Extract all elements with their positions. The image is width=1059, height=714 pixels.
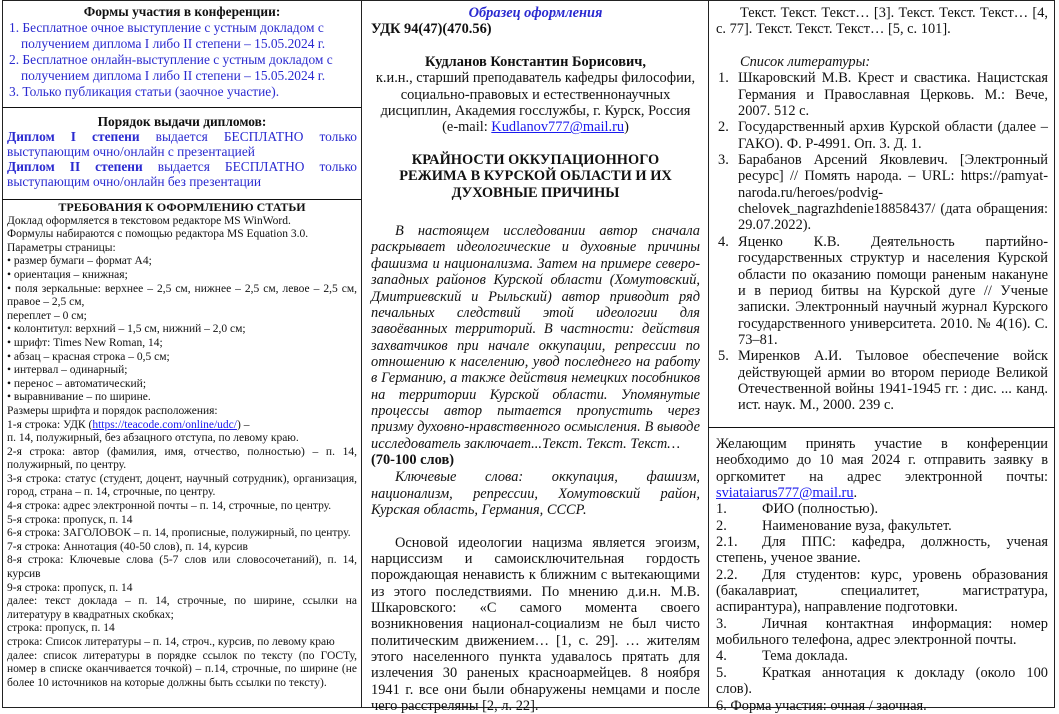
references-list bbox=[716, 70, 1048, 413]
reference-text: Миренков А.И. Тыловое обеспечение войск действующей армии во втором периоде Великой Отечественной войны 1941-1945 гг. : дис. ... канд. ист. наук. М., 2000. 239 с. bbox=[738, 348, 1048, 414]
reference-item bbox=[716, 152, 1048, 234]
left-column bbox=[2, 0, 361, 708]
diploma-text: выдается БЕСПЛАТНО только выступающим очно/онлайн без презентации bbox=[7, 159, 357, 189]
application-email-link[interactable]: sviataiarus777@mail.ru bbox=[716, 485, 854, 502]
reference-item bbox=[716, 234, 1048, 348]
item-text: Личная контактная информация: номер мобильного телефона, адрес электронной почты. bbox=[716, 615, 1048, 649]
requirement-line: 5-я строка: пропуск, п. 14 bbox=[7, 513, 133, 526]
requirement-line: • размер бумаги – формат А4; bbox=[7, 255, 152, 268]
form-item: 3. Только публикация статьи (заочное участие). bbox=[9, 84, 280, 99]
reference-number: 1. bbox=[718, 70, 729, 87]
requirement-line: Доклад оформляется в текстовом редакторе MS WinWord. bbox=[7, 214, 291, 227]
apply-text: Желающим принять участие в конференции необходимо до 10 мая 2024 г. отправить заявку в оргкомитет на адрес электронной почты: bbox=[716, 436, 1048, 485]
requirement-line: 4-я строка: адрес электронной почты – п. 14, строчные, по центру. bbox=[7, 500, 332, 513]
requirement-line: • поля зеркальные: верхнее – 2,5 см, нижнее – 2,5 см, левое – 2,5 см, правое – 2,5 см, bbox=[7, 282, 357, 309]
abstract-note: (70-100 слов) bbox=[371, 451, 455, 468]
author-affiliation: к.и.н., старший преподаватель кафедры философии, социально-правовых и естественнонаучных дисциплин, Академия госслужбы, г. Курск, Россия bbox=[375, 70, 696, 120]
item-text: Тема доклада. bbox=[762, 648, 849, 665]
right-column bbox=[709, 0, 1055, 714]
forms-title: Формы участия в конференции: bbox=[83, 4, 281, 19]
sample-title: Образец оформления bbox=[468, 5, 603, 21]
requirement-line: 2-я строка: автор (фамилия, имя, отчество, полностью) – п. 14, полужирный, по центру. bbox=[7, 445, 357, 472]
application-text bbox=[716, 436, 1048, 501]
diploma-text: выдается БЕСПЛАТНО только выступающим очно/онлайн с презентацией bbox=[7, 129, 357, 159]
item-text: Наименование вуза, факультет. bbox=[762, 517, 952, 534]
reference-item bbox=[716, 119, 1048, 152]
requirement-line: • ориентация – книжная; bbox=[7, 268, 128, 281]
reference-number: 2. bbox=[718, 119, 729, 136]
participation-forms bbox=[3, 1, 361, 107]
diploma-item bbox=[7, 129, 357, 159]
application-item bbox=[716, 567, 1048, 616]
email-suffix: ) bbox=[624, 119, 629, 136]
article-body-continued: Текст. Текст. Текст… [3]. Текст. Текст. Текст… [4, с. 77]. Текст. Текст. Текст… [5, с. 101]. bbox=[716, 5, 1048, 38]
requirements-list-a bbox=[7, 215, 357, 419]
form-item: 1. Бесплатное очное выступление с устным докладом с получением диплома I либо II степени – 15.05.2024 г. bbox=[9, 20, 326, 51]
item-number: 4. bbox=[716, 648, 727, 665]
reference-item bbox=[716, 70, 1048, 119]
form-item: 2. Бесплатное онлайн-выступление с устным докладом с получением диплома I либо II степени – 15.05.2024 г. bbox=[9, 52, 333, 83]
requirement-line: далее: текст доклада – п. 14, строчные, по ширине, ссылки на литературу в квадратных скобках; bbox=[7, 595, 357, 621]
application-item bbox=[716, 665, 1048, 698]
requirement-line: • выравнивание – по ширине. bbox=[7, 391, 151, 404]
requirement-line: далее: список литературы в порядке ссылок по тексту (по ГОСТу, номер в списке оканчивается точкой) – п.14, строчные, по ширине (не более 10 источников на которые должны быть ссылки по тексту). bbox=[7, 649, 357, 689]
udk-link[interactable]: https://teacode.com/online/udc/ bbox=[92, 418, 237, 431]
reference-number: 4. bbox=[718, 233, 729, 250]
requirement-line: • колонтитул: верхний – 1,5 см, нижний – 2,0 см; bbox=[7, 323, 246, 336]
application-section bbox=[709, 428, 1054, 714]
requirements-title: ТРЕБОВАНИЯ К ОФОРМЛЕНИЮ СТАТЬИ bbox=[58, 200, 306, 214]
udk-suffix: ) – bbox=[236, 418, 250, 431]
requirement-line: • шрифт: Times New Roman, 14; bbox=[7, 336, 163, 349]
reference-text: Яценко К.В. Деятельность партийно-государственных структур и населения Курской области по оказанию помощи раненым накануне и в период битвы на Курской дуге // Ученые записки. Электронный научный журнал Курского государственного университета. 2010. № 4(16). С. 73–81. bbox=[738, 233, 1048, 348]
requirements-section bbox=[3, 200, 361, 690]
requirements-list-b bbox=[7, 432, 357, 690]
requirement-line: п. 14, полужирный, без абзацного отступа, по левому краю. bbox=[7, 432, 299, 445]
item-text: Краткая аннотация к докладу (около 100 слов). bbox=[716, 664, 1048, 698]
diploma-name: Диплом I степени bbox=[7, 129, 140, 144]
application-item bbox=[716, 648, 1048, 664]
requirement-line: • интервал – одинарный; bbox=[7, 364, 128, 377]
article-title: КРАЙНОСТИ ОККУПАЦИОННОГО РЕЖИМА В КУРСКОЙ ОБЛАСТИ И ИХ ДУХОВНЫЕ ПРИЧИНЫ bbox=[399, 152, 672, 201]
author-name: Кудланов Константин Борисович, bbox=[425, 54, 646, 71]
item-number: 2.1. bbox=[716, 534, 738, 551]
application-item bbox=[716, 616, 1048, 649]
abstract: В настоящем исследовании автор сначала раскрывает идеологические и духовные причины фашизма и национализма. Затем на примере северо-западных районов Курской области (Хомутовский, Дмитриевский и Рыльский) автор приводит ряд печальных следствий этой идеологии для завоёванных территорий. В частности: действия захватчиков при начале оккупации, репрессии по отношению к населению, увод последнего на работу в Германию, а также действия немецких пособников на территории Курской области. Упомянутые процессы автор пытается пропустить через призму духовно-нравственного осмысления. В выводе исследователь заключает...Текст. Текст. Текст… bbox=[371, 223, 700, 452]
reference-number: 3. bbox=[718, 152, 729, 169]
item-number: 2.2. bbox=[716, 566, 738, 583]
udk: УДК 94(47)(470.56) bbox=[371, 21, 492, 38]
article-body: Основой идеологии нацизма является эгоизм, нарциссизм и самоисключительная гордость порождающая ненависть к ближним с вытекающими из этого последствиями. По мнению д.и.н. М.В. Шкаровского: «С самого момента своего возникновения национал-социализм не был чисто политическим движением… [1, с. 29]. … жителям этого населенного пункта удавалось прятать для излечения 30 раненых красноармейцев. 8 ноября 1941 г. все они были обнаружены немцами и после чего расстреляны [2, л. 22]. bbox=[371, 534, 700, 714]
author-email-line bbox=[371, 119, 700, 135]
requirement-line: 3-я строка: статус (студент, доцент, научный сотрудник), организация, город, страна – п. 14, строчные, по центру. bbox=[7, 472, 357, 499]
author-email-link[interactable]: Kudlanov777@mail.ru bbox=[491, 119, 625, 136]
requirement-line: строка: Список литературы – п. 14, строч., курсив, по левому краю bbox=[7, 636, 335, 648]
requirement-line: 9-я строка: пропуск, п. 14 bbox=[7, 581, 133, 594]
udk-prefix: 1-я строка: УДК ( bbox=[7, 418, 93, 431]
application-items bbox=[716, 501, 1048, 697]
reference-number: 5. bbox=[718, 348, 729, 365]
email-prefix: (e-mail: bbox=[442, 119, 492, 136]
item-text: Для ППС: кафедра, должность, ученая степень, ученое звание. bbox=[716, 534, 1048, 567]
requirement-line: Формулы набираются с помощью редактора MS Equation 3.0. bbox=[7, 228, 309, 241]
requirement-line: 6-я строка: ЗАГОЛОВОК – п. 14, прописные, полужирный, по центру. bbox=[7, 527, 351, 540]
item-number: 3. bbox=[716, 615, 727, 632]
application-item-last: 6. Форма участия: очная / заочная. bbox=[716, 697, 927, 714]
references-title: Список литературы: bbox=[740, 54, 871, 71]
diplomas-section bbox=[3, 108, 361, 199]
apply-suffix: . bbox=[853, 485, 858, 502]
sample-column bbox=[361, 0, 709, 714]
reference-item bbox=[716, 348, 1048, 413]
application-item bbox=[716, 518, 1048, 534]
reference-text: Шкаровский М.В. Крест и свастика. Нацистская Германия и Православная Церковь. М.: Вече, 2007. 512 с. bbox=[738, 70, 1048, 120]
requirement-line: строка: пропуск, п. 14 bbox=[7, 622, 115, 635]
item-number: 5. bbox=[716, 664, 727, 681]
diploma-item bbox=[7, 159, 357, 189]
item-text: Для студентов: курс, уровень образования (бакалавриат, специалитет, магистратура, аспирантура), направление подготовки. bbox=[716, 566, 1048, 616]
requirement-line: Размеры шрифта и порядок расположения: bbox=[7, 404, 218, 417]
requirement-line: 8-я строка: Ключевые слова (5-7 слов или словосочетаний), п. 14, курсив bbox=[7, 554, 357, 581]
item-text: ФИО (полностью). bbox=[762, 501, 879, 518]
application-item bbox=[716, 501, 1048, 517]
application-item bbox=[716, 534, 1048, 567]
item-number: 2. bbox=[716, 517, 727, 534]
item-number: 1. bbox=[716, 501, 727, 518]
reference-text: Государственный архив Курской области (далее – ГАКО). Ф. Р-4991. Оп. 3. Д. 1. bbox=[738, 119, 1048, 152]
requirement-line: • абзац – красная строка – 0,5 см; bbox=[7, 350, 170, 363]
udk-line bbox=[7, 419, 357, 433]
requirement-line: переплет – 0 см; bbox=[7, 309, 87, 322]
diplomas-title: Порядок выдачи дипломов: bbox=[97, 114, 267, 129]
requirement-line: 7-я строка: Аннотация (40-50 слов), п. 14, курсив bbox=[7, 540, 248, 553]
keywords: Ключевые слова: оккупация, фашизм, национализм, репрессии, Хомутовский район, Курская область, Германия, СССР. bbox=[371, 469, 700, 518]
requirement-line: • перенос – автоматический; bbox=[7, 377, 147, 390]
diploma-name: Диплом II степени bbox=[7, 159, 143, 174]
reference-text: Барабанов Арсений Яковлевич. [Электронный ресурс] // Помять народа. – URL: https://pamyat-naroda.ru/heroes/podvig-chelovek_nagrazhdenie18858437/ (дата обращения: 29.07.2022). bbox=[738, 152, 1048, 234]
requirement-line: Параметры страницы: bbox=[7, 241, 116, 254]
